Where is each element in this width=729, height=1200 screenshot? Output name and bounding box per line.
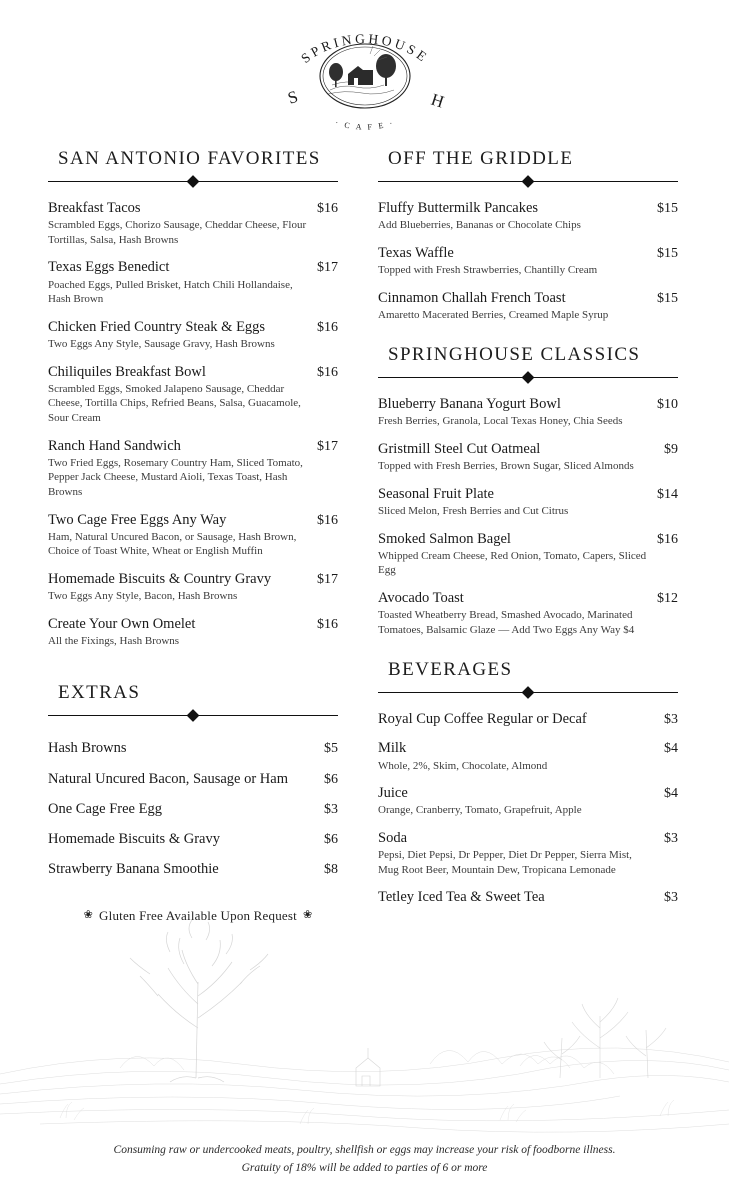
menu-item-description: Scrambled Eggs, Chorizo Sausage, Cheddar Cheese, Flour Tortillas, Salsa, Hash Browns: [48, 219, 307, 246]
menu-item-description: Two Eggs Any Style, Bacon, Hash Browns: [48, 590, 238, 602]
menu-item: [48, 764, 338, 794]
menu-item: [378, 739, 678, 773]
gluten-free-note: [48, 908, 348, 924]
menu-item-price: $15: [657, 290, 678, 306]
springhouse-cafe-logo: [270, 18, 460, 130]
section-title: EXTRAS: [58, 682, 141, 704]
menu-item-description: Sliced Melon, Fresh Berries and Cut Citrus: [378, 504, 569, 517]
menu-column-right: [378, 148, 678, 917]
svg-text:· C A F E ·: · C A F E ·: [333, 118, 396, 130]
footer-line-2: Gratuity of 18% will be added to parties of 6 or more: [241, 1162, 488, 1175]
menu-item-price: $15: [657, 245, 678, 261]
menu-item: [48, 363, 338, 426]
section-title: BEVERAGES: [388, 659, 513, 681]
menu-item-price: $3: [664, 890, 678, 906]
menu-item: [378, 710, 678, 728]
section-san-antonio-favorites: [48, 148, 338, 648]
menu-item: [378, 440, 678, 474]
section-title: SAN ANTONIO FAVORITES: [58, 148, 321, 169]
menu-item-price: $14: [657, 486, 678, 502]
menu-item: [378, 244, 678, 278]
menu-item: [48, 570, 338, 604]
menu-item-price: $3: [324, 801, 338, 817]
svg-text:S: S: [284, 86, 300, 108]
svg-text:SPRINGHOUSE: SPRINGHOUSE: [297, 31, 432, 67]
menu-item-price: $6: [324, 831, 338, 847]
menu-columns: [0, 148, 729, 917]
menu-item: [378, 485, 678, 519]
menu-item-price: $17: [317, 438, 338, 454]
menu-item-name: Homemade Biscuits & Gravy: [48, 830, 220, 847]
menu-item: [48, 511, 338, 559]
menu-item-price: $8: [324, 861, 338, 877]
footer-line-1: Consuming raw or undercooked meats, poultry, shellfish or eggs may increase your risk of foodborne illness.: [113, 1144, 616, 1157]
menu-item: [48, 258, 338, 306]
section-title: SPRINGHOUSE CLASSICS: [388, 344, 641, 366]
flower-ornament-icon: ❀: [83, 909, 94, 921]
gluten-free-text: Gluten Free Available Upon Request: [99, 908, 297, 923]
menu-item-price: $16: [317, 616, 338, 632]
menu-item-price: $3: [664, 712, 678, 728]
menu-item-name: Tetley Iced Tea & Sweet Tea: [378, 889, 545, 906]
section-extras: [48, 682, 338, 884]
menu-item-name: Hash Browns: [48, 740, 127, 757]
menu-item-price: $16: [317, 319, 338, 335]
menu-item-price: $10: [657, 397, 678, 413]
menu-item-name: Strawberry Banana Smoothie: [48, 860, 219, 877]
menu-item-price: $3: [664, 830, 678, 846]
section-off-the-griddle: [378, 148, 678, 322]
menu-item-price: $16: [657, 531, 678, 547]
menu-item-name: Ranch Hand Sandwich: [48, 437, 181, 454]
menu-item: [48, 794, 338, 824]
menu-item-name: Chicken Fried Country Steak & Eggs: [48, 318, 266, 335]
menu-item-name: Royal Cup Coffee Regular or Decaf: [378, 711, 587, 728]
menu-item-price: $17: [317, 260, 338, 276]
svg-text:H: H: [428, 89, 446, 112]
menu-item-name: Cinnamon Challah French Toast: [378, 289, 566, 306]
menu-item-name: Chiliquiles Breakfast Bowl: [48, 363, 206, 380]
flower-ornament-icon: ❀: [302, 909, 313, 921]
menu-item-name: One Cage Free Egg: [48, 800, 162, 817]
menu-item-price: $15: [657, 201, 678, 216]
menu-item-name: Texas Waffle: [378, 244, 454, 261]
menu-item-price: $16: [317, 512, 338, 528]
menu-item: [48, 824, 338, 854]
diamond-ornament: [187, 175, 200, 188]
menu-item-name: Create Your Own Omelet: [48, 615, 196, 632]
diamond-ornament: [522, 371, 535, 384]
menu-item-name: Gristmill Steel Cut Oatmeal: [378, 441, 541, 457]
section-divider: [378, 373, 678, 383]
menu-item: [48, 199, 338, 247]
menu-item-price: $17: [317, 571, 338, 587]
menu-item: [48, 854, 338, 884]
menu-item-price: $9: [664, 442, 678, 457]
menu-item-price: $4: [664, 786, 678, 802]
menu-item-description: Two Fried Eggs, Rosemary Country Ham, Sliced Tomato, Pepper Jack Cheese, Mustard Aioli, Texas Toast, Hash Browns: [48, 456, 303, 498]
menu-item-name: Blueberry Banana Yogurt Bowl: [378, 396, 561, 413]
diamond-ornament: [522, 686, 535, 699]
menu-item: [378, 888, 678, 906]
logo-header: [0, 0, 729, 130]
menu-item-description: Toasted Wheatberry Bread, Smashed Avocado, Marinated Tomatoes, Balsamic Glaze — Add Two Eggs Any Way $4: [378, 609, 635, 636]
menu-item-price: $6: [324, 771, 338, 787]
menu-item-name: Natural Uncured Bacon, Sausage or Ham: [48, 770, 288, 787]
menu-item-description: Scrambled Eggs, Smoked Jalapeno Sausage, Cheddar Cheese, Tortilla Chips, Refried Beans, Salsa, Guacamole, Sour Cream: [48, 382, 301, 424]
footer-disclaimer: [0, 1142, 729, 1178]
menu-item: [378, 395, 678, 429]
section-title: OFF THE GRIDDLE: [388, 148, 574, 169]
menu-item-price: $16: [317, 364, 338, 380]
section-beverages: [378, 659, 678, 906]
menu-item-description: Orange, Cranberry, Tomato, Grapefruit, Apple: [378, 804, 582, 817]
menu-item-name: Breakfast Tacos: [48, 200, 141, 216]
menu-item-name: Texas Eggs Benedict: [48, 259, 170, 276]
menu-item-description: All the Fixings, Hash Browns: [48, 634, 180, 647]
menu-item-description: Whole, 2%, Skim, Chocolate, Almond: [378, 759, 548, 772]
menu-item: [48, 437, 338, 500]
menu-item-price: $16: [317, 201, 338, 216]
menu-item: [48, 615, 338, 649]
menu-item: [378, 199, 678, 233]
menu-item: [378, 829, 678, 877]
menu-item: [378, 784, 678, 818]
menu-item-description: Topped with Fresh Berries, Brown Sugar, Sliced Almonds: [378, 460, 634, 473]
menu-item-name: Milk: [378, 740, 407, 757]
menu-item-description: Poached Eggs, Pulled Brisket, Hatch Chili Hollandaise, Hash Brown: [48, 278, 293, 306]
menu-item-price: $5: [324, 741, 338, 757]
diamond-ornament: [522, 175, 535, 188]
menu-item-description: Fresh Berries, Granola, Local Texas Honey, Chia Seeds: [378, 415, 623, 428]
menu-item: [48, 733, 338, 763]
menu-item-price: $12: [657, 590, 678, 606]
menu-item: [378, 589, 678, 637]
section-divider: [48, 711, 338, 721]
menu-item-description: Ham, Natural Uncured Bacon, or Sausage, Hash Brown, Choice of Toast White, Wheat or English Muffin: [48, 530, 297, 558]
section-divider: [378, 688, 678, 698]
menu-item-name: Soda: [378, 829, 407, 846]
menu-item-name: Fluffy Buttermilk Pancakes: [378, 200, 539, 216]
menu-item-description: Whipped Cream Cheese, Red Onion, Tomato, Capers, Sliced Egg: [378, 549, 647, 577]
menu-item-description: Add Blueberries, Bananas or Chocolate Chips: [378, 219, 581, 232]
menu-item: [378, 289, 678, 323]
menu-item-name: Seasonal Fruit Plate: [378, 485, 494, 502]
section-divider: [48, 177, 338, 187]
menu-item-name: Smoked Salmon Bagel: [378, 530, 511, 547]
menu-item-description: Pepsi, Diet Pepsi, Dr Pepper, Diet Dr Pepper, Sierra Mist, Mug Root Beer, Mountain Dew, Tropicana Lemonade: [378, 849, 632, 876]
menu-item-description: Topped with Fresh Strawberries, Chantilly Cream: [378, 263, 598, 276]
diamond-ornament: [187, 710, 200, 723]
menu-item-price: $4: [664, 741, 678, 757]
menu-item-name: Two Cage Free Eggs Any Way: [48, 511, 227, 528]
menu-item-name: Juice: [378, 785, 408, 802]
menu-column-left: [48, 148, 338, 917]
menu-item: [48, 318, 338, 352]
menu-item-description: Amaretto Macerated Berries, Creamed Maple Syrup: [378, 308, 609, 321]
menu-item-description: Two Eggs Any Style, Sausage Gravy, Hash Browns: [48, 337, 275, 350]
section-divider: [378, 177, 678, 187]
menu-item-name: Avocado Toast: [378, 589, 464, 606]
section-springhouse-classics: [378, 344, 678, 637]
menu-item: [378, 530, 678, 578]
menu-item-name: Homemade Biscuits & Country Gravy: [48, 570, 272, 587]
